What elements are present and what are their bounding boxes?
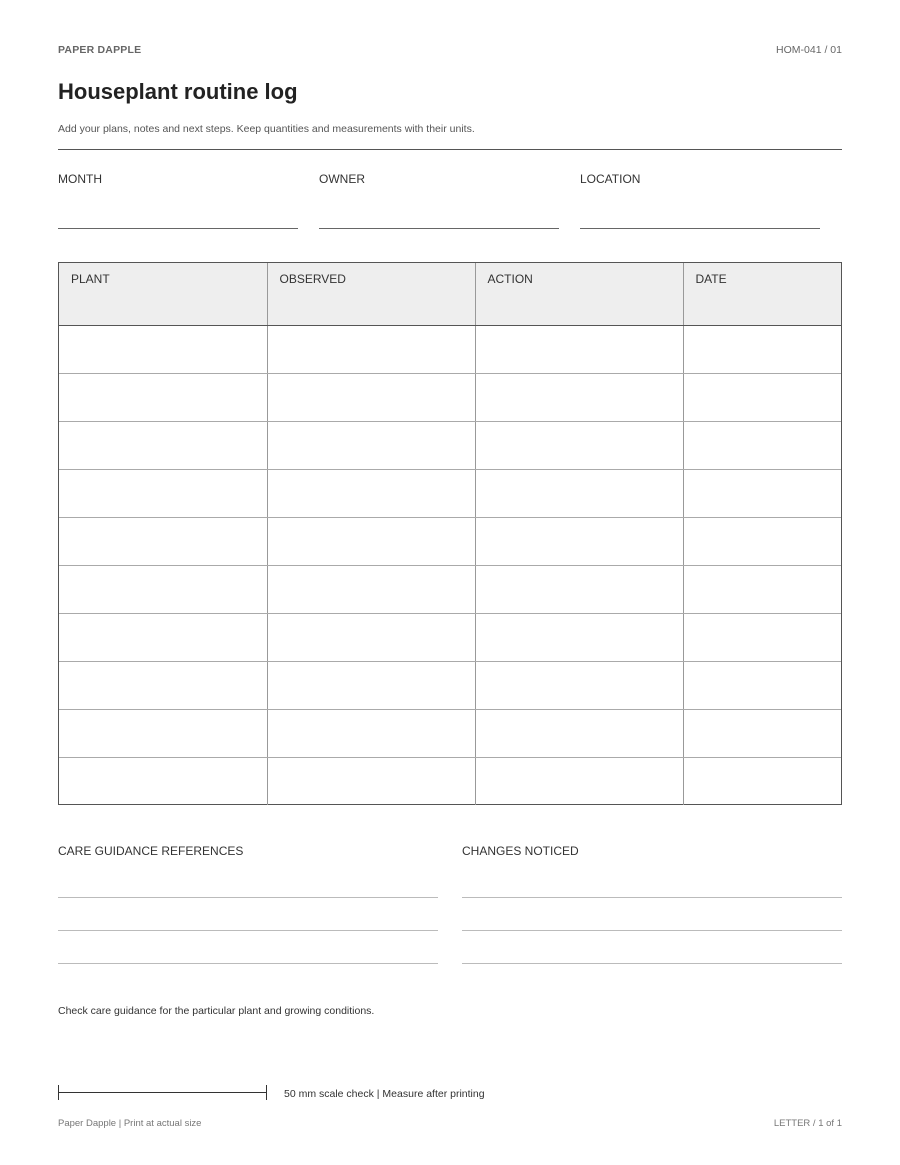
date-cell[interactable] [683, 517, 841, 565]
observed-cell[interactable] [267, 517, 475, 565]
month-field[interactable] [58, 228, 298, 229]
page-subtitle: Add your plans, notes and next steps. Keep quantities and measurements with their units. [58, 123, 475, 135]
action-cell[interactable] [475, 373, 683, 421]
plant-cell[interactable] [59, 565, 267, 613]
changes-line[interactable] [462, 963, 842, 964]
action-cell[interactable] [475, 613, 683, 661]
action-cell[interactable] [475, 325, 683, 373]
date-cell[interactable] [683, 421, 841, 469]
table-row [59, 565, 841, 613]
action-cell[interactable] [475, 565, 683, 613]
action-cell[interactable] [475, 469, 683, 517]
references-line[interactable] [58, 963, 438, 964]
references-line[interactable] [58, 897, 438, 898]
plant-cell[interactable] [59, 613, 267, 661]
table-row [59, 517, 841, 565]
owner-label: OWNER [319, 172, 365, 186]
date-cell[interactable] [683, 565, 841, 613]
column-header-observed: OBSERVED [267, 263, 475, 325]
table-header-row [59, 263, 841, 325]
document-id: HOM-041 / 01 [776, 44, 842, 56]
table-row [59, 421, 841, 469]
plant-cell[interactable] [59, 757, 267, 805]
table-row [59, 709, 841, 757]
table-row [59, 325, 841, 373]
table-row [59, 373, 841, 421]
care-guidance-references-label: CARE GUIDANCE REFERENCES [58, 844, 244, 858]
table-body [59, 325, 841, 805]
date-cell[interactable] [683, 373, 841, 421]
month-label: MONTH [58, 172, 102, 186]
changes-noticed-label: CHANGES NOTICED [462, 844, 579, 858]
observed-cell[interactable] [267, 661, 475, 709]
changes-line[interactable] [462, 930, 842, 931]
observed-cell[interactable] [267, 469, 475, 517]
plant-cell[interactable] [59, 469, 267, 517]
observed-cell[interactable] [267, 757, 475, 805]
changes-line[interactable] [462, 897, 842, 898]
column-header-action: ACTION [475, 263, 683, 325]
scale-check-text: 50 mm scale check | Measure after printing [284, 1088, 485, 1100]
action-cell[interactable] [475, 421, 683, 469]
plant-cell[interactable] [59, 325, 267, 373]
plant-cell[interactable] [59, 661, 267, 709]
location-label: LOCATION [580, 172, 641, 186]
observed-cell[interactable] [267, 373, 475, 421]
date-cell[interactable] [683, 613, 841, 661]
date-cell[interactable] [683, 757, 841, 805]
table-row [59, 469, 841, 517]
references-line[interactable] [58, 930, 438, 931]
action-cell[interactable] [475, 709, 683, 757]
observed-cell[interactable] [267, 613, 475, 661]
date-cell[interactable] [683, 661, 841, 709]
location-field[interactable] [580, 228, 820, 229]
brand-name: PAPER DAPPLE [58, 44, 142, 56]
routine-log-table [58, 262, 842, 805]
column-header-date: DATE [683, 263, 841, 325]
date-cell[interactable] [683, 709, 841, 757]
footer-left: Paper Dapple | Print at actual size [58, 1118, 202, 1129]
date-cell[interactable] [683, 325, 841, 373]
action-cell[interactable] [475, 661, 683, 709]
observed-cell[interactable] [267, 565, 475, 613]
column-header-plant: PLANT [59, 263, 267, 325]
header-divider [58, 149, 842, 150]
owner-field[interactable] [319, 228, 559, 229]
observed-cell[interactable] [267, 325, 475, 373]
table-row [59, 757, 841, 805]
scale-check-bar [58, 1085, 267, 1100]
page-title: Houseplant routine log [58, 79, 298, 104]
footer-right: LETTER / 1 of 1 [773, 1118, 842, 1129]
plant-cell[interactable] [59, 421, 267, 469]
date-cell[interactable] [683, 469, 841, 517]
action-cell[interactable] [475, 757, 683, 805]
observed-cell[interactable] [267, 709, 475, 757]
care-footnote: Check care guidance for the particular plant and growing conditions. [58, 1005, 375, 1017]
plant-cell[interactable] [59, 373, 267, 421]
action-cell[interactable] [475, 517, 683, 565]
table-row [59, 661, 841, 709]
plant-cell[interactable] [59, 517, 267, 565]
observed-cell[interactable] [267, 421, 475, 469]
plant-cell[interactable] [59, 709, 267, 757]
table-row [59, 613, 841, 661]
